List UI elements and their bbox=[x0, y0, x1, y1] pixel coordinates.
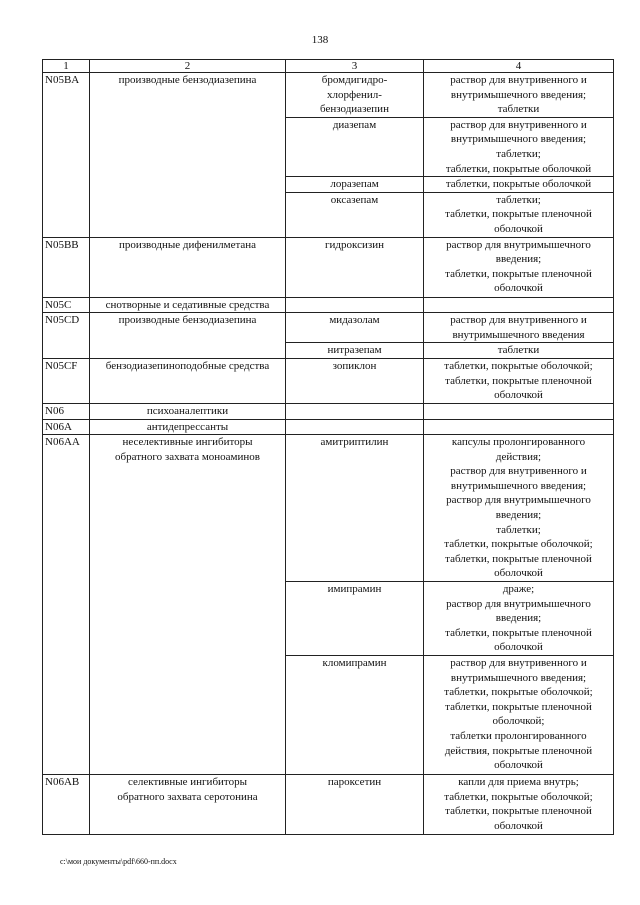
drug-name: зопиклон bbox=[286, 358, 424, 403]
atc-group: бензодиазепиноподобные средства bbox=[90, 358, 286, 403]
footer-file-path: c:\мои документы\pdf\660-пп.docx bbox=[60, 857, 177, 866]
header-cell: 2 bbox=[90, 60, 286, 73]
drug-name: нитразепам bbox=[286, 343, 424, 359]
drug-name: амитриптилин bbox=[286, 435, 424, 582]
empty-cell bbox=[90, 192, 286, 237]
atc-code: N06 bbox=[43, 403, 90, 419]
empty-cell bbox=[43, 582, 90, 656]
empty-cell bbox=[43, 192, 90, 237]
empty-cell bbox=[286, 297, 424, 313]
table-row bbox=[43, 358, 614, 403]
header-cell: 3 bbox=[286, 60, 424, 73]
table-row bbox=[43, 237, 614, 297]
atc-code: N05CD bbox=[43, 313, 90, 343]
empty-cell bbox=[424, 297, 614, 313]
table-row bbox=[43, 582, 614, 656]
drug-name: лоразепам bbox=[286, 177, 424, 193]
empty-cell bbox=[90, 117, 286, 176]
atc-group: психоаналептики bbox=[90, 403, 286, 419]
atc-code: N05BA bbox=[43, 73, 90, 118]
dosage-forms: драже; раствор для внутримышечного введения; таблетки, покрытые пленочной оболочкой bbox=[424, 582, 614, 656]
table-row bbox=[43, 435, 614, 582]
atc-code: N06AB bbox=[43, 775, 90, 835]
atc-code: N05C bbox=[43, 297, 90, 313]
empty-cell bbox=[43, 177, 90, 193]
drug-name: диазепам bbox=[286, 117, 424, 176]
drug-name: пароксетин bbox=[286, 775, 424, 835]
drug-name: мидазолам bbox=[286, 313, 424, 343]
drug-name: бромдигидро- хлорфенил- бензодиазепин bbox=[286, 73, 424, 118]
table-row bbox=[43, 656, 614, 775]
table-row bbox=[43, 73, 614, 118]
dosage-forms: раствор для внутримышечного введения; таблетки, покрытые пленочной оболочкой bbox=[424, 237, 614, 297]
empty-cell bbox=[90, 656, 286, 775]
table-row bbox=[43, 192, 614, 237]
drug-table bbox=[42, 59, 614, 835]
dosage-forms: раствор для внутривенного и внутримышечного введения bbox=[424, 313, 614, 343]
atc-group: производные бензодиазепина bbox=[90, 73, 286, 118]
atc-group: производные дифенилметана bbox=[90, 237, 286, 297]
empty-cell bbox=[286, 403, 424, 419]
dosage-forms: раствор для внутривенного и внутримышечного введения; таблетки, покрытые оболочкой; таблетки, покрытые пленочной оболочкой; таблетки пролонгированного действия, покрытые пленочной оболочкой bbox=[424, 656, 614, 775]
page-number: 138 bbox=[311, 34, 329, 46]
empty-cell bbox=[90, 177, 286, 193]
atc-group: неселективные ингибиторы обратного захвата моноаминов bbox=[90, 435, 286, 582]
header-cell: 1 bbox=[43, 60, 90, 73]
dosage-forms: раствор для внутривенного и внутримышечного введения; таблетки; таблетки, покрытые оболочкой bbox=[424, 117, 614, 176]
empty-cell bbox=[43, 343, 90, 359]
dosage-forms: капсулы пролонгированного действия; раствор для внутривенного и внутримышечного введения; раствор для внутримышечного введения; таблетки; таблетки, покрытые оболочкой; таблетки, покрытые пленочной оболочкой bbox=[424, 435, 614, 582]
empty-cell bbox=[43, 117, 90, 176]
atc-group: снотворные и седативные средства bbox=[90, 297, 286, 313]
drug-name: кломипрамин bbox=[286, 656, 424, 775]
table-row bbox=[43, 297, 614, 313]
dosage-forms: таблетки, покрытые оболочкой bbox=[424, 177, 614, 193]
table-row bbox=[43, 403, 614, 419]
atc-code: N06A bbox=[43, 419, 90, 435]
table-row bbox=[43, 775, 614, 835]
empty-cell bbox=[424, 419, 614, 435]
atc-group: антидепрессанты bbox=[90, 419, 286, 435]
empty-cell bbox=[90, 343, 286, 359]
atc-code: N05CF bbox=[43, 358, 90, 403]
empty-cell bbox=[90, 582, 286, 656]
empty-cell bbox=[43, 656, 90, 775]
dosage-forms: таблетки, покрытые оболочкой; таблетки, покрытые пленочной оболочкой bbox=[424, 358, 614, 403]
empty-cell bbox=[286, 419, 424, 435]
dosage-forms: раствор для внутривенного и внутримышечного введения; таблетки bbox=[424, 73, 614, 118]
drug-name: имипрамин bbox=[286, 582, 424, 656]
header-cell: 4 bbox=[424, 60, 614, 73]
table-row bbox=[43, 419, 614, 435]
table-header-row bbox=[43, 60, 614, 73]
table-row bbox=[43, 343, 614, 359]
atc-code: N05BB bbox=[43, 237, 90, 297]
atc-code: N06AA bbox=[43, 435, 90, 582]
table-row bbox=[43, 177, 614, 193]
drug-name: гидроксизин bbox=[286, 237, 424, 297]
dosage-forms: таблетки bbox=[424, 343, 614, 359]
table-row bbox=[43, 313, 614, 343]
dosage-forms: таблетки; таблетки, покрытые пленочной оболочкой bbox=[424, 192, 614, 237]
atc-group: селективные ингибиторы обратного захвата серотонина bbox=[90, 775, 286, 835]
atc-group: производные бензодиазепина bbox=[90, 313, 286, 343]
table-row bbox=[43, 117, 614, 176]
dosage-forms: капли для приема внутрь; таблетки, покрытые оболочкой; таблетки, покрытые пленочной оболочкой bbox=[424, 775, 614, 835]
empty-cell bbox=[424, 403, 614, 419]
drug-name: оксазепам bbox=[286, 192, 424, 237]
